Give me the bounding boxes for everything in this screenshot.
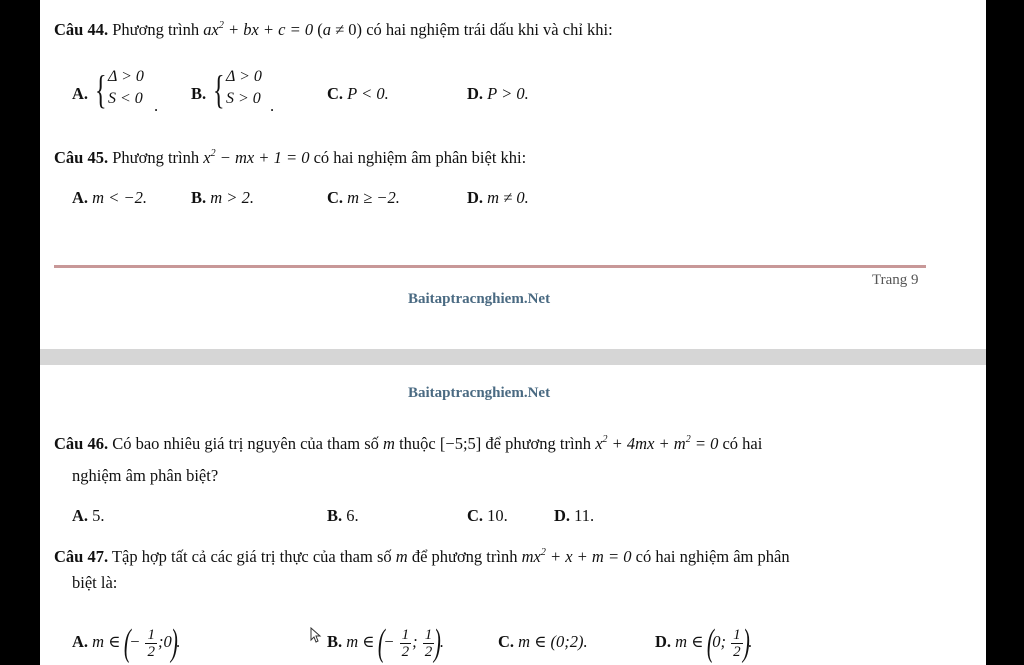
option-47-b-key: B. [327,632,343,651]
option-47-d-key: D. [655,632,672,651]
option-46-d-value: 11. [574,506,595,525]
option-45-a-value: m < −2. [92,188,147,207]
option-46-d-key: D. [554,506,571,525]
question-45-suffix: có hai nghiệm âm phân biệt khi: [313,148,527,167]
question-46-text-d: có hai [722,434,763,453]
question-47-text-c: có hai nghiệm âm phân [635,547,790,566]
question-46-text-c: để phương trình [485,434,592,453]
question-44 [54,20,613,40]
question-46-line1 [54,434,762,454]
option-47-a-key: A. [72,632,89,651]
option-44-a-line1: Δ > 0 [108,68,144,85]
option-47-a-expr: m ∈ (− $\frac{1}{2}$ ;0). [92,622,181,665]
option-45-c [327,188,400,208]
option-47-b [327,622,444,665]
option-44-d-key: D. [467,84,484,103]
option-47-b-expr: m ∈ (− $\frac{1}{2}$ ; $\frac{1}{2}$ ). [346,622,444,665]
option-44-b-line2: S > 0 [226,90,261,107]
option-47-d-expr: m ∈ (0; $\frac{1}{2}$ ). [675,622,753,665]
option-44-c-value: P < 0. [347,84,389,103]
equation-45: $x^2$ − mx + 1 = 0 [203,148,310,167]
option-46-a [72,506,105,526]
option-46-d [554,506,594,526]
param-m-47: m [395,547,408,566]
option-44-a-key: A. [72,84,89,103]
option-45-a-key: A. [72,188,89,207]
option-47-c-key: C. [498,632,515,651]
question-46-label: Câu 46. [54,434,109,453]
option-47-c [498,622,588,662]
question-47-text-a: Tập hợp tất cả các giá trị thực của tham số [111,547,392,566]
option-45-d [467,188,529,208]
option-47-d [655,622,753,665]
option-46-c-key: C. [467,506,484,525]
equation-47: $mx^2 + x + m = 0$ [521,547,632,566]
option-44-b-system [226,66,262,110]
question-47-label: Câu 47. [54,547,109,566]
option-45-d-key: D. [467,188,484,207]
brace-44-a: { [95,67,107,112]
option-47-c-value: m ∈ (0;2). [518,632,588,651]
option-46-a-key: A. [72,506,89,525]
option-45-b-key: B. [191,188,207,207]
condition-44: (a ≠ 0) [317,20,363,39]
option-44-a-line2: S < 0 [108,90,143,107]
option-45-c-key: C. [327,188,344,207]
option-44-a-dot: . [154,96,159,115]
option-44-d-value: P > 0. [487,84,529,103]
option-46-b-key: B. [327,506,343,525]
question-44-suffix: có hai nghiệm trái dấu khi và chỉ khi: [366,20,613,39]
mouse-cursor-icon [310,627,322,643]
option-46-b-value: 6. [346,506,359,525]
option-45-d-value: m ≠ 0. [487,188,529,207]
header-site-name: Baitaptracnghiem.Net [408,385,551,401]
equation-46: $x^2 + 4mx + m^2 = 0$ [595,434,719,453]
option-45-a [72,188,147,208]
question-45-prefix: Phương trình [112,148,200,167]
footer-divider [54,265,926,268]
option-46-a-value: 5. [92,506,105,525]
equation-44: $ax^2$ + bx + c = 0 [203,20,318,39]
option-44-c [327,84,389,104]
brace-44-b: { [213,67,225,112]
option-44-b-line1: Δ > 0 [226,68,262,85]
option-44-b-dot: . [270,96,275,115]
interval-46: [−5;5] [439,434,482,453]
option-45-b [191,188,254,208]
option-45-c-value: m ≥ −2. [347,188,400,207]
question-47-line1 [54,547,790,567]
option-44-a-system [108,66,144,110]
document-page-10 [40,365,986,665]
question-44-label: Câu 44. [54,20,109,39]
option-44-c-key: C. [327,84,344,103]
option-47-a [72,622,181,665]
question-45-label: Câu 45. [54,148,109,167]
question-46-line2: nghiệm âm phân biệt? [72,466,219,485]
option-46-b [327,506,359,526]
footer-site-name: Baitaptracnghiem.Net [408,291,551,307]
option-46-c [467,506,508,526]
question-45 [54,148,526,168]
question-46-text-b: thuộc [399,434,436,453]
option-45-b-value: m > 2. [210,188,254,207]
option-44-b-key: B. [191,84,207,103]
page-separator [40,349,986,365]
option-46-c-value: 10. [487,506,508,525]
question-47-line2: biệt là: [72,573,118,592]
param-m: m [383,434,395,453]
question-46-text-a: Có bao nhiêu giá trị nguyên của tham số [112,434,379,453]
question-47-text-b: để phương trình [411,547,518,566]
option-44-d [467,84,529,104]
question-44-prefix: Phương trình [112,20,200,39]
page-number: Trang 9 [872,272,919,288]
